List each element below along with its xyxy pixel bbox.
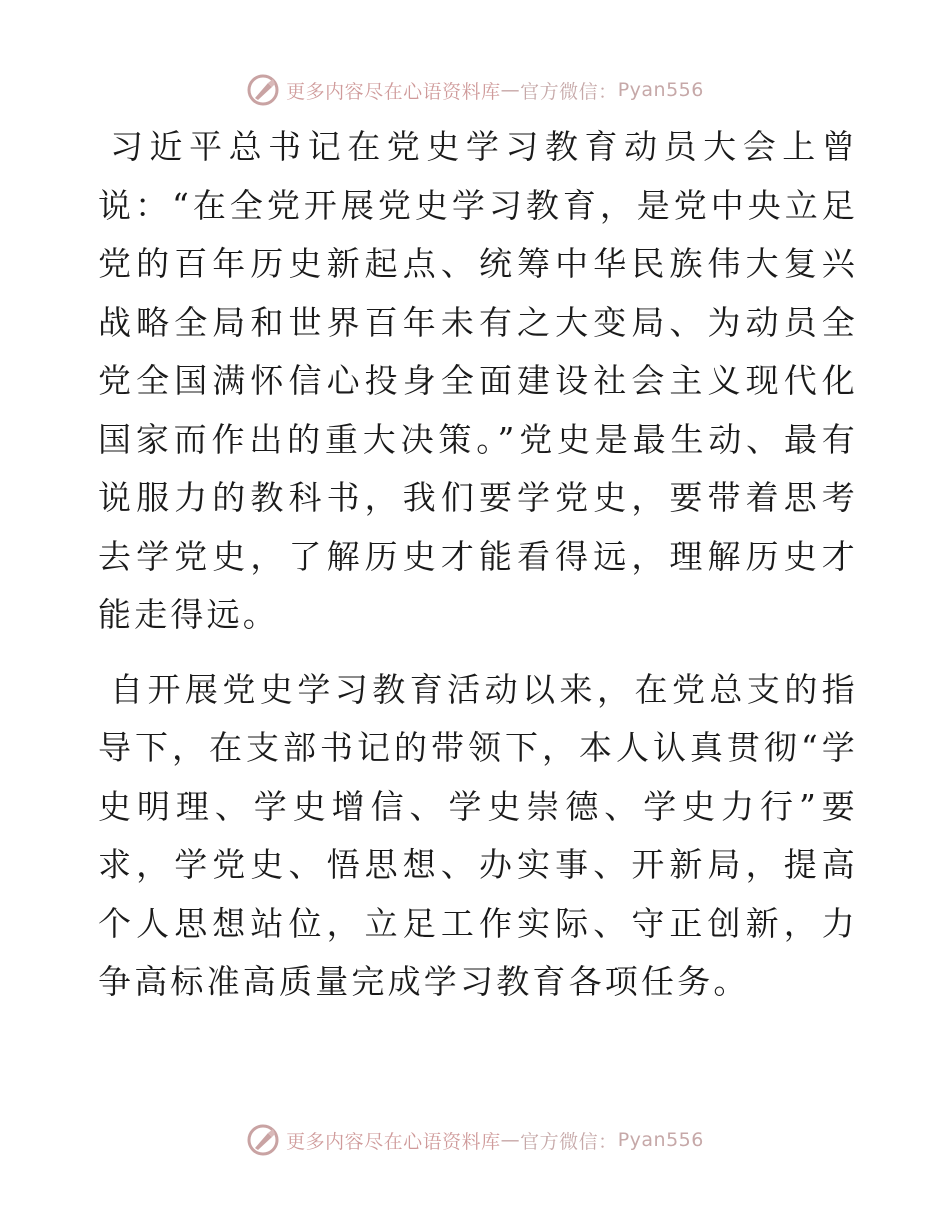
pen-nib-logo-icon [246,1123,280,1157]
watermark-separator: — [500,79,521,101]
watermark-brand-text: 更多内容尽在心语资料库 [286,1130,501,1153]
paragraph-2: 自开展党史学习教育活动以来，在党总支的指导下，在支部书记的带领下，本人认真贯彻“学史明理、学史增信、学史崇德、学史力行”要求，学党史、悟思想、办实事、开新局，提高个人思想站位，立足工作实际、守正创新，力争高标准高质量完成学习教育各项任务。 [98,669,858,1001]
watermark-wechat-id: Pyan556 [617,79,704,101]
paragraph-1: 习近平总书记在党史学习教育动员大会上曾说：“在全党开展党史学习教育，是党中央立足党的百年历史新起点、统筹中华民族伟大复兴战略全局和世界百年未有之大变局、为动员全党全国满怀信心投身全面建设社会主义现代化国家而作出的重大决策。”党史是最生动、最有说服力的教科书，我们要学党史，要带着思考去学党史，了解历史才能看得远，理解历史才能走得远。 [98,127,858,634]
pen-nib-logo-icon [246,73,280,107]
watermark-wechat-id: Pyan556 [617,1129,704,1151]
watermark-separator: — [500,1129,521,1151]
watermark-wechat-label: 官方微信： [520,80,618,103]
watermark-wechat-label: 官方微信： [520,1130,618,1153]
header-watermark [0,70,950,110]
footer-watermark [0,1120,950,1160]
watermark-brand-text: 更多内容尽在心语资料库 [286,80,501,103]
document-body [98,118,858,1012]
